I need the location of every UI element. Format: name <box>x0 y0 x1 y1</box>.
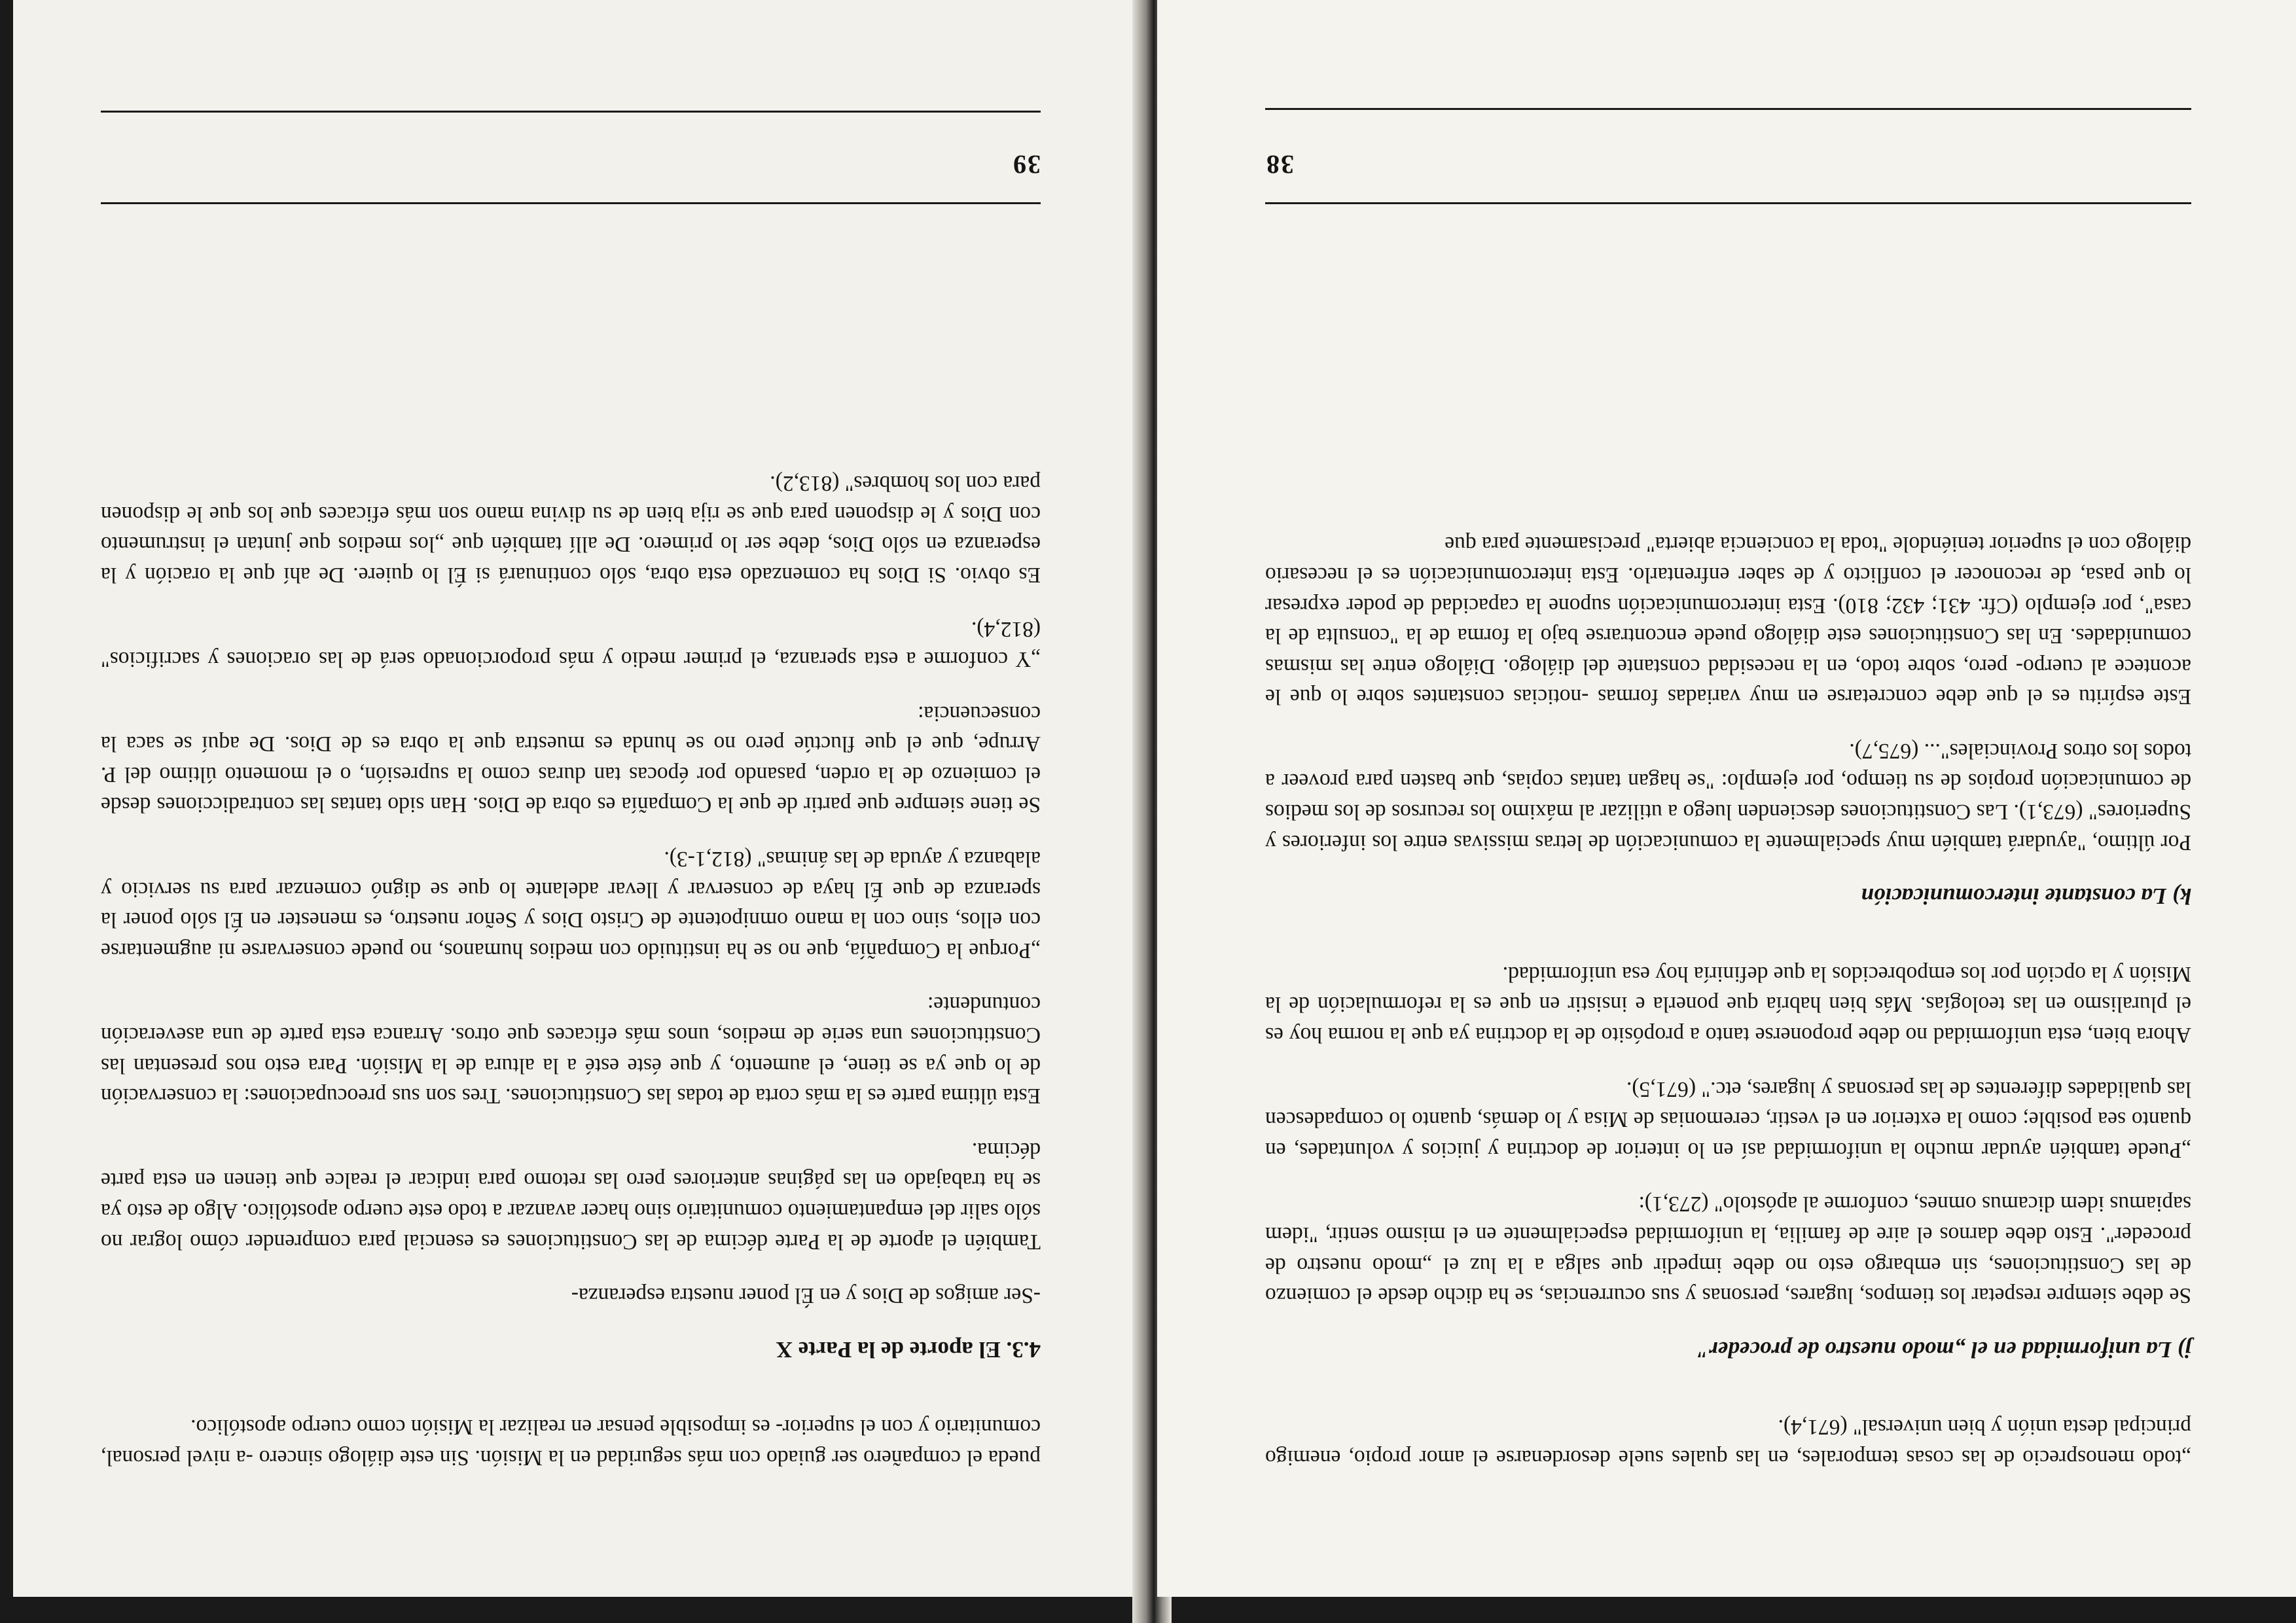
paragraph: Por último, "ayudará también muy specialmente la comunicación de letras missivas entre los inferiores y Superiores" (673,1). Las Constituciones descienden luego a utilizar al máximo los recursos de los medios de comunicación propios de su tiempo, por ejemplo: "se hagan tantas copias, que basten para proveer a todos los otros Provinciales"... (675,7). <box>1265 738 2191 855</box>
subsection-heading: k) La constante intercomunicación <box>1861 883 2191 910</box>
page-39 <box>13 0 1152 1597</box>
quote-paragraph: „Y conforme a esta speranza, el primer medio y más proporcionado será de las oraciones y sacrificios" (812,4). <box>101 616 1041 672</box>
section-heading: 4.3. El aporte de la Parte X <box>776 1336 1041 1363</box>
paragraph: Se debe siempre respetar los tiempos, lugares, personas y sus ocurrencias, se ha dicho desde el comienzo de las Constituciones, sin embargo esto no debe impedir que salga a la luz el „modo nuestro de proceder". Esto debe darnos el aire de familia, la uniformidad especialmente en el mismo sentir, "idem sapiamus idem dicamus omnes, conforme al apóstolo" (273,1): <box>1265 1192 2191 1308</box>
page-number: 38 <box>1265 150 1294 179</box>
text-block <box>101 0 1041 1472</box>
paragraph: Se tiene siempre que partir de que la Compañía es obra de Dios. Han sido tantas las contradicciones desde el comienzo de la orden, pasando por épocas tan duras como la supresión, o el momento último del P. Arrupe, que el que fluctúe pero no se hunda es muestra que la obra es de Dios. De aquí se saca la consecuencia: <box>101 701 1041 817</box>
text-block <box>1265 0 2191 1472</box>
quote-paragraph: „Puede también ayudar mucho la uniformidad así en lo interior de doctrina y juicios y voluntades, en quanto sea posible; como la exterior en el vestir, ceremonias de Misa y lo demás, quanto lo compadescen las qualidades diferentes de las personas y lugares, etc." (671,5). <box>1265 1077 2191 1162</box>
paragraph: Es obvio. Si Dios ha comenzado esta obra, sólo continuará si Él lo quiere. De ahí que la oración y la esperanza en sólo Dios, debe ser lo primero. De allí también que „los medios que juntan el instrumento con Dios y le disponen para que se rija bien de su divina mano son más eficaces que los que le disponen para con los hombres" (813,2). <box>101 471 1041 587</box>
quote-paragraph: „todo menosprecio de las cosas temporales, en las quales suele desordenarse el amor propio, enemigo principal desta unión y bien universal" (671,4). <box>1265 1415 2191 1470</box>
paragraph: Este espíritu es el que debe concretarse en muy variadas formas -noticias constantes sobre lo que le acontece al cuerpo- pero, sobre todo, en la necesidad constante del diálogo. Diálogo entre las mismas comunidades. En las Constituciones este diálogo puede encontrarse bajo la forma de la "consulta de la casa", por ejemplo (Cfr. 431; 432; 810). Esta intercomunicación supone la capacidad de poder expresar lo que pasa, de reconocer el conflicto y de saber enfrentarlo. Esta intercomunicación es el necesario diálogo con el superior teniéndole "toda la conciencia abierta" precisamente para que <box>1265 532 2191 709</box>
page-38 <box>1157 0 2296 1597</box>
paragraph: Ahora bien, esta uniformidad no debe proponerse tanto a propósito de la doctrina ya que la norma hoy es el pluralismo en las teologías. Más bien habría que ponerla e insistir en que es la reformulación de la Misión y la opción por los empobrecidos la que definiría hoy esa uniformidad. <box>1265 961 2191 1048</box>
subsection-heading: j) La uniformidad en el „modo nuestro de proceder" <box>1696 1336 2191 1363</box>
page-38-content-upside-down <box>1157 0 2296 1597</box>
page-number: 39 <box>1012 150 1041 179</box>
paragraph: También el aporte de la Parte décima de las Constituciones es esencial para comprender cómo lograr no sólo salir del empantamiento comunitario sino hacer avanzar a todo este cuerpo apostólico. Algo de esto ya se ha trabajado en las páginas anteriores pero las retomo para indicar el realce que tienen en esta parte décima. <box>101 1137 1041 1254</box>
paragraph: Esta última parte es la más corta de todas las Constituciones. Tres son sus preocupaciones: la conservación de lo que ya se tiene, el aumento, y que éste esté a la altura de la Misión. Para esto nos presentan las Constituciones una serie de medios, unos más eficaces que otros. Arranca esta parte de una aseveración contundente: <box>101 992 1041 1109</box>
quote-paragraph: „Porque la Compañía, que no se ha instituido con medios humanos, no puede conservarse ni augmentarse con ellos, sino con la mano omnipotente de Cristo Dios y Señor nuestro, es menester en Él sólo poner la speranza de que Él haya de conservar y llevar adelante lo que se dignó comenzar para su servicio y alabanza y ayuda de las ánimas" (812,1-3). <box>101 847 1041 963</box>
page-39-content-upside-down <box>13 0 1152 1597</box>
section-subtitle: -Ser amigos de Dios y en Él poner nuestra esperanza- <box>571 1283 1041 1308</box>
paragraph: pueda el compañero ser guiado con más seguridad en la Misión. Sin este diálogo sincero -a nivel personal, comunitario y con el superior- es imposible pensar en realizar la Misión como cuerpo apostólico. <box>101 1415 1041 1470</box>
